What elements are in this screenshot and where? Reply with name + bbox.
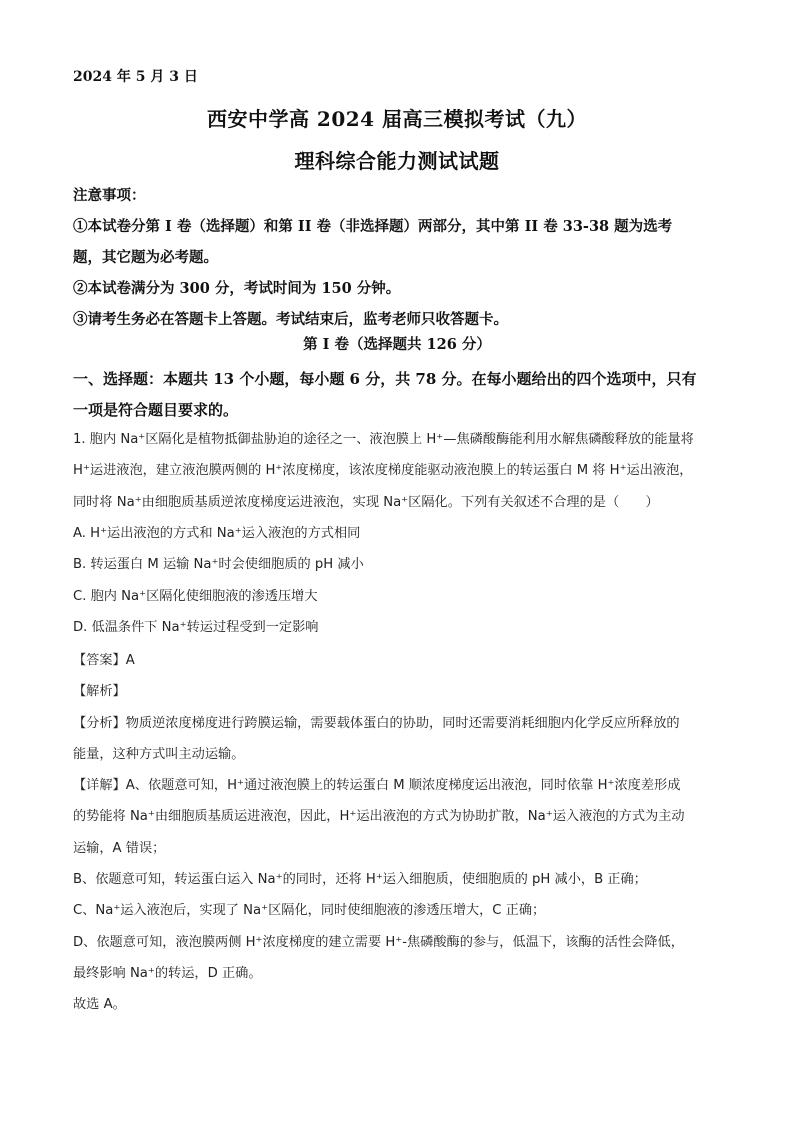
explain-d-line-1: D、依题意可知，液泡膜两侧 H⁺浓度梯度的建立需要 H⁺-焦磷酸酶的参与，低温下，该酶的活性会降低， bbox=[73, 934, 684, 950]
option-c: C. 胞内 Na⁺区隔化使细胞液的渗透压增大 bbox=[73, 588, 318, 604]
detail-line-3: 运输，A 错误； bbox=[73, 840, 166, 856]
question-1-options bbox=[73, 518, 723, 643]
part-instructions-line-2: 一项是符合题目要求的。 bbox=[73, 401, 239, 419]
question-1-stem bbox=[73, 424, 723, 518]
detail-line-2: 的势能将 Na⁺由细胞质基质运进液泡，因此，H⁺运出液泡的方式为协助扩散，Na⁺运入液泡的方式为主动 bbox=[73, 809, 685, 825]
part-instructions bbox=[73, 364, 723, 426]
solution-block bbox=[73, 645, 723, 1021]
notice-block bbox=[73, 180, 723, 335]
option-d: D. 低温条件下 Na⁺转运过程受到一定影响 bbox=[73, 619, 319, 635]
exam-date: 2024 年 5 月 3 日 bbox=[73, 69, 198, 85]
explain-b: B、依题意可知，转运蛋白运入 Na⁺的同时，还将 H⁺运入细胞质，使细胞质的 pH 减小，B 正确； bbox=[73, 872, 647, 888]
notice-item-3: ③请考生务必在答题卡上答题。考试结束后，监考老师只收答题卡。 bbox=[73, 311, 508, 328]
explain-d-line-2: 最终影响 Na⁺的转运，D 正确。 bbox=[73, 965, 262, 981]
question-1-line-1: 1. 胞内 Na⁺区隔化是植物抵御盐胁迫的途径之一、液泡膜上 H⁺—焦磷酸酶能利用水解焦磷酸释放的能量将 bbox=[73, 432, 694, 447]
conclusion: 故选 A。 bbox=[73, 997, 126, 1013]
notice-item-1-line-2: 题，其它题为必考题。 bbox=[73, 249, 218, 266]
section-heading: 第 I 卷（选择题共 126 分） bbox=[303, 336, 491, 353]
detail-line-1: 【详解】A、依题意可知，H⁺通过液泡膜上的转运蛋白 M 顺浓度梯度运出液泡，同时依靠 H⁺浓度差形成 bbox=[73, 778, 681, 794]
fenxi-line-2: 能量，这种方式叫主动运输。 bbox=[73, 746, 245, 762]
question-1-line-3: 同时将 Na⁺由细胞质基质逆浓度梯度运进液泡，实现 Na⁺区隔化。下列有关叙述不合理的是（ ） bbox=[73, 494, 659, 510]
analysis-tag: 【解析】 bbox=[73, 684, 126, 700]
answer-line: 【答案】A bbox=[73, 653, 135, 668]
notice-heading: 注意事项： bbox=[73, 187, 146, 204]
question-1-line-2: H⁺运进液泡，建立液泡膜两侧的 H⁺浓度梯度，该浓度梯度能驱动液泡膜上的转运蛋白 M 将 H⁺运出液泡， bbox=[73, 463, 693, 479]
fenxi-line-1: 【分析】物质逆浓度梯度进行跨膜运输，需要载体蛋白的协助，同时还需要消耗细胞内化学反应所释放的 bbox=[73, 715, 680, 731]
exam-subtitle: 理科综合能力测试试题 bbox=[294, 149, 500, 173]
explain-c: C、Na⁺运入液泡后，实现了 Na⁺区隔化，同时使细胞液的渗透压增大，C 正确； bbox=[73, 903, 546, 919]
notice-item-1-line-1: ①本试卷分第 I 卷（选择题）和第 II 卷（非选择题）两部分，其中第 II 卷 33-38 题为选考 bbox=[73, 218, 673, 235]
exam-title: 西安中学高 2024 届高三模拟考试（九） bbox=[206, 107, 588, 131]
option-b: B. 转运蛋白 M 运输 Na⁺时会使细胞质的 pH 减小 bbox=[73, 557, 364, 573]
part-instructions-line-1: 一、选择题：本题共 13 个小题，每小题 6 分，共 78 分。在每小题给出的四个选项中，只有 bbox=[73, 370, 697, 388]
option-a: A. H⁺运出液泡的方式和 Na⁺运入液泡的方式相同 bbox=[73, 526, 361, 541]
notice-item-2: ②本试卷满分为 300 分，考试时间为 150 分钟。 bbox=[73, 280, 401, 297]
